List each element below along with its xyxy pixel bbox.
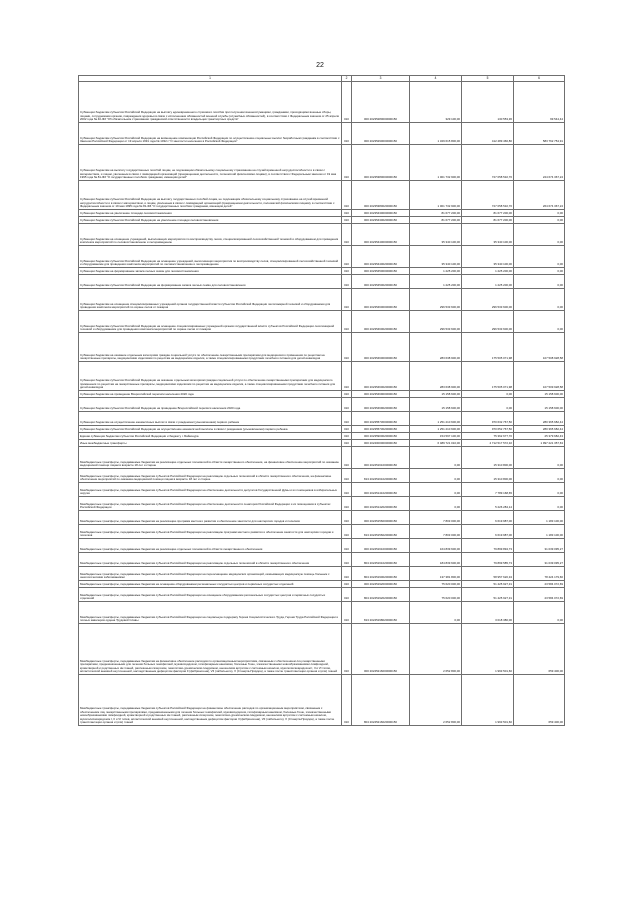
row-kbk-cell: 000 20235450020000150 [352,275,410,289]
row-kbk-cell: 000 20235290000000150 [352,123,410,145]
table-row [79,525,565,539]
row-kbk-cell: 000 20235440020000150 [352,246,410,268]
row-plan-cell: 1 225 200,00 [410,268,462,275]
row-remainder-cell: 1 183 100,00 [514,511,565,525]
row-fact-cell: 79 899 585,73 [462,553,514,567]
row-plan-cell: 0,00 [410,602,462,624]
row-code-cell: 010 [342,588,352,602]
header-cell-2: 2 [342,76,352,82]
row-fact-cell: 296 533 600,00 [462,311,514,333]
row-fact-cell: 15 310 800,00 [462,447,514,469]
row-fact-cell: 35 340 100,00 [462,224,514,246]
row-name-cell: Субвенции бюджетам на проведение Всероссийской переписи населения 2020 года [79,391,342,398]
row-fact-cell: 5 226 284,14 [462,497,514,511]
row-kbk-cell: 000 20245142020000150 [352,497,410,511]
row-kbk-cell: 000 20235430020000150 [352,217,410,224]
row-name-cell: Субвенции бюджетам на формирование запаса лесных семян для лесовосстановления [79,268,342,275]
row-fact-cell: 727 058 532,76 [462,145,514,181]
row-fact-cell: 1 993 501,60 [462,624,514,675]
row-kbk-cell: 000 20235380000000150 [352,145,410,181]
row-fact-cell: 412 489 466,80 [462,123,514,145]
row-code-cell: 010 [342,333,352,362]
row-kbk-cell: 000 20235469020000150 [352,398,410,412]
row-kbk-cell: 813 20245156020000150 [352,525,410,539]
row-remainder-cell: 107 508 928,58 [514,333,565,362]
row-fact-cell: 1 225 200,00 [462,275,514,289]
row-plan-cell: 81 677 200,00 [410,217,462,224]
row-name-cell: Межбюджетные трансферты, передаваемые бюджетам субъектов Российской Федерации на реализацию программ местного развития и обеспечение занятости для шахтерских городов и поселков [79,525,342,539]
row-code-cell: 010 [342,210,352,217]
row-plan-cell: 0,00 [410,469,462,483]
row-plan-cell: 75 620 000,00 [410,588,462,602]
header-cell-4: 4 [410,76,462,82]
row-remainder-cell: 15 158 600,00 [514,398,565,412]
row-kbk-cell: 813 20245198020000150 [352,602,410,624]
table-row [79,391,565,398]
row-remainder-cell: 0,00 [514,483,565,497]
row-kbk-cell: 813 20245161020000150 [352,469,410,483]
row-name-cell: Субвенции бюджетам на оснащение специализированных учреждений органов государственной власти субъектов Российской Федерации лесопожарной техникой и оборудованием для проведения комплекса мероприятий по охране лесов от пожаров [79,289,342,311]
row-kbk-cell: 000 20235900020000150 [352,433,410,440]
row-plan-cell: 1 001 732 900,00 [410,181,462,210]
header-cell-3: 3 [352,76,410,82]
row-remainder-cell: 1 997 221 357,63 [514,440,565,447]
row-plan-cell: 7 803 000,00 [410,511,462,525]
row-fact-cell: 81 677 200,00 [462,217,514,224]
row-fact-cell: 81 677 200,00 [462,210,514,217]
row-kbk-cell: 000 20245156000000150 [352,511,410,525]
row-plan-cell: 81 677 200,00 [410,210,462,217]
row-code-cell: 010 [342,275,352,289]
table-row [79,412,565,426]
row-plan-cell: 184 839 600,00 [410,553,462,567]
row-plan-cell: 1 251 210 600,00 [410,426,462,433]
table-row [79,426,565,433]
row-kbk-cell: 000 20245161000000150 [352,539,410,553]
row-code-cell: 010 [342,581,352,588]
row-remainder-cell: 264 674 367,24 [514,181,565,210]
row-kbk-cell: 000 20235573000000150 [352,412,410,426]
table-row [79,553,565,567]
row-name-cell: Межбюджетные трансферты, передаваемые бюджетам субъектов Российской Федерации на финансовое обеспечение расходов по организационным мероприятиям, связанным с обеспечением лиц лекарственными препаратами, предназначенными для лечения больных гемофилией, муковисцидозом, гипофизарным нанизмом, болезнью Гоше, злокачественными новообразованиями лимфоидной, кроветворной и родственных им тканей, рассеянным склерозом, гемолитико-уремическим синдромом, юношеским артритом с системным началом, мукополисахаридозом I, II и VI типов, апластической анемией неуточненной, наследственным дефицитом факторов II (фибриногена), VII (лабильного), X (Стюарта-Прауэра), а также после трансплантации органов и (или) тканей [79,675,342,726]
row-name-cell: Субвенции бюджетам на осуществление ежемесячных выплат в связи с рождением (усыновлением) первого ребенка [79,412,342,426]
table-row [79,447,565,469]
table-row [79,333,565,362]
table-row [79,289,565,311]
row-fact-cell: 35 340 100,00 [462,246,514,268]
row-plan-cell: 75 620 000,00 [410,581,462,588]
header-cell-5: 5 [462,76,514,82]
row-fact-cell: 51 425 927,31 [462,581,514,588]
row-name-cell: Субвенции бюджетам на выплату государственных пособий лицам, не подлежащим обязательному социальному страхованию на случай временной нетрудоспособности и в связи с материнством, и лицам, уволенным в связи с ликвидацией организаций (прекращением деятельности, полномочий физическими лицами), в соответствии с Федеральным законом от 19 мая 1995 года № 81-ФЗ "О государственных пособиях гражданам, имеющим детей" [79,145,342,181]
row-code-cell: 010 [342,311,352,333]
table-row [79,145,565,181]
row-remainder-cell: 0,00 [514,311,565,333]
row-plan-cell: 137 381 800,00 [410,567,462,581]
row-plan-cell: 1 225 200,00 [410,275,462,289]
row-kbk-cell: 804 20245216020000150 [352,675,410,726]
row-name-cell: Субвенции бюджетам субъектов Российской Федерации на увеличение площади лесовосстановления [79,217,342,224]
row-fact-cell: 970 652 767,50 [462,426,514,433]
row-code-cell: 010 [342,82,352,123]
row-kbk-cell: 000 20245141020000150 [352,483,410,497]
row-kbk-cell: 000 20235460000000150 [352,333,410,362]
row-kbk-cell: 000 20235460020000150 [352,362,410,391]
row-plan-cell: 15 158 600,00 [410,398,462,412]
row-code-cell: 010 [342,433,352,440]
row-kbk-cell: 000 20235450000000150 [352,268,410,275]
row-plan-cell: 0,00 [410,497,462,511]
row-name-cell: Субвенции бюджетам на оказание отдельным категориям граждан социальной услуги по обеспечению лекарственными препаратами для медицинского применения по рецептам на лекарственные препараты, медицинскими изделиями по рецептам на медицинские изделия, а также специализированными продуктами лечебного питания для детей-инвалидов [79,333,342,362]
row-fact-cell: 296 533 600,00 [462,289,514,311]
row-plan-cell: 164 839 600,00 [410,539,462,553]
row-code-cell: 010 [342,539,352,553]
row-plan-cell: 35 340 100,00 [410,246,462,268]
row-name-cell: Межбюджетные трансферты, передаваемые бюджетам субъектов Российской Федерации на обеспечение деятельности депутатов Государственной Думы и их помощников в избирательных округах [79,483,342,497]
row-fact-cell: 6 619 987,00 [462,525,514,539]
row-kbk-cell: 000 20245216000000150 [352,624,410,675]
table-row [79,469,565,483]
row-remainder-cell: 659 400,00 [514,675,565,726]
row-name-cell: Межбюджетные трансферты, передаваемые бюджетам на реализацию отдельных полномочий в области лекарственного обеспечения [79,539,342,553]
table-row [79,82,565,123]
row-fact-cell: 130 553,36 [462,82,514,123]
row-code-cell: 010 [342,289,352,311]
row-name-cell: Межбюджетные трансферты, передаваемые бюджетам субъектов Российской Федерации на реализацию отдельных полномочий в области лекарственного обеспечения [79,553,342,567]
row-code-cell: 010 [342,567,352,581]
row-name-cell: Субвенции бюджетам субъектов Российской Федерации на осуществление ежемесячной выплаты в связи с рождением (усыновлением) первого ребенка [79,426,342,433]
row-remainder-cell: 31 039 095,27 [514,539,565,553]
row-remainder-cell: 659 400,00 [514,624,565,675]
table-row [79,588,565,602]
row-fact-cell: 75 362 677,70 [462,433,514,440]
row-remainder-cell: 99 544,44 [514,82,565,123]
row-name-cell: Субвенции бюджетам субъектов Российской Федерации на оснащение специализированных учреждений органов государственной власти субъектов Российской Федерации лесопожарной техникой и оборудованием для проведения комплекса мероприятий по охране лесов от пожаров [79,311,342,333]
row-name-cell: Субвенции бюджетам на увеличение площади лесовосстановления [79,210,342,217]
row-name-cell: Субвенции бюджетам на оснащение учреждений, выполняющих мероприятия по воспроизводству лесов, специализированной лесохозяйственной техникой и оборудованием для проведения комплекса мероприятий по лесовосстановлению и лесоразведению [79,224,342,246]
table-row [79,246,565,268]
row-code-cell: 010 [342,246,352,268]
table-row [79,224,565,246]
row-remainder-cell: 0,00 [514,268,565,275]
row-code-cell: 010 [342,398,352,412]
row-kbk-cell: 000 20235440000000150 [352,224,410,246]
row-code-cell: 010 [342,145,352,181]
row-code-cell: 010 [342,497,352,511]
row-remainder-cell: 280 365 682,44 [514,426,565,433]
table-row [79,539,565,553]
row-remainder-cell: 0,00 [514,497,565,511]
table-row [79,268,565,275]
row-code-cell: 010 [342,217,352,224]
table-row [79,275,565,289]
row-kbk-cell: 000 20245192000000150 [352,581,410,588]
row-plan-cell: 283 638 900,00 [410,362,462,391]
row-name-cell: Субвенции бюджетам субъектов Российской Федерации на оснащение учреждений, выполняющих мероприятия по воспроизводству лесов, специализированной лесохозяйственной техникой и оборудованием для проведения комплекса мероприятий по лесовосстановлению и лесоразведению [79,246,342,268]
row-plan-cell: 283 638 900,00 [410,333,462,362]
row-name-cell: Межбюджетные трансферты, передаваемые бюджетам на финансовое обеспечение расходов по организационным мероприятиям, связанным с обеспечением лиц лекарственными препаратами, предназначенными для лечения больных гемофилией, муковисцидозом, гипофизарным нанизмом, болезнью Гоше, злокачественными новообразованиями лимфоидной, кроветворной и родственных им тканей, рассеянным склерозом, гемолитико-уремическим синдромом, юношеским артритом с системным началом, мукополисахаридозом I, II и VI типов, апластической анемией неуточненной, наследственным дефицитом факторов II (фибриногена), VII (лабильного), X (Стюарта-Прауэра), а также после трансплантации органов и (или) тканей [79,624,342,675]
row-code-cell: 010 [342,469,352,483]
row-plan-cell: 296 533 600,00 [410,289,462,311]
row-fact-cell: 175 505 071,98 [462,333,514,362]
row-code-cell: 010 [342,123,352,145]
row-kbk-cell: 000 20235460020000150 [352,311,410,333]
row-plan-cell: 2 652 800,00 [410,675,462,726]
table-row [79,497,565,511]
row-fact-cell: 727 058 532,76 [462,181,514,210]
row-code-cell: 010 [342,511,352,525]
row-code-cell: 010 [342,412,352,426]
row-plan-cell: 329 100,00 [410,82,462,123]
table-row [79,362,565,391]
row-plan-cell: 15 158 600,00 [410,391,462,398]
row-plan-cell: 0,00 [410,483,462,497]
row-fact-cell: 0,00 [462,391,514,398]
row-fact-cell: 175 505 071,98 [462,362,514,391]
table-row [79,217,565,224]
row-name-cell: Единая субвенция бюджетам субъектов Российской Федерации и бюджету г. Байконура [79,433,342,440]
row-code-cell: 010 [342,525,352,539]
row-plan-cell: 35 340 100,00 [410,224,462,246]
row-remainder-cell: 78 424 179,66 [514,567,565,581]
row-kbk-cell: 000 20245161000000150 [352,447,410,469]
row-fact-cell: 15 310 800,00 [462,469,514,483]
row-remainder-cell: 280 365 682,44 [514,412,565,426]
row-name-cell: Межбюджетные трансферты, передаваемые бюджетам на реализацию отдельных полномочий в области лекарственного обеспечения, на финансовое обеспечение мероприятий по оказанию медицинской помощи лицам в возрасте 18 лет и старше [79,447,342,469]
row-remainder-cell: 0,00 [514,469,565,483]
row-code-cell: 010 [342,624,352,675]
row-remainder-cell: 15 158 600,00 [514,391,565,398]
row-code-cell: 010 [342,268,352,275]
table-row [79,440,565,447]
row-code-cell: 010 [342,181,352,210]
row-remainder-cell: 0,00 [514,210,565,217]
row-remainder-cell: 0,00 [514,602,565,624]
row-name-cell: Субвенции бюджетам субъектов Российской Федерации на оказание отдельным категориям граждан социальной услуги по обеспечению лекарственными препаратами для медицинского применения по рецептам на лекарственные препараты, медицинскими изделиями по рецептам на медицинские изделия, а также специализированными продуктами лечебного питания для детей-инвалидов [79,362,342,391]
row-plan-cell: 0,00 [410,447,462,469]
row-name-cell: Межбюджетные трансферты, передаваемые бюджетам на оснащение оборудованием региональных сосудистых центров и первичных сосудистых отделений [79,581,342,588]
row-fact-cell: 3 018 380,00 [462,602,514,624]
row-fact-cell: 970 632 767,50 [462,412,514,426]
row-remainder-cell: 107 509 928,58 [514,362,565,391]
row-kbk-cell: 000 20240000000000150 [352,440,410,447]
row-name-cell: Субвенции бюджетам субъектов Российской Федерации на выплату государственных пособий лицам, не подлежащим обязательному социальному страхованию на случай временной нетрудоспособности и в связи с материнством, и лицам, уволенным в связи с ликвидацией организаций (прекращением деятельности, полномочий физическими лицами), в соответствии с Федеральным законом от 19 мая 1995 года № 81-ФЗ "О государственных пособиях гражданам, имеющим детей" [79,181,342,210]
row-fact-cell: 79 899 894,73 [462,539,514,553]
row-kbk-cell: 804 20245190020000150 [352,567,410,581]
row-fact-cell: 4 712 517 572,32 [462,440,514,447]
row-remainder-cell: 224 674 367,24 [514,145,565,181]
row-name-cell: Субвенции бюджетам субъектов Российской Федерации на формирование запаса лесных семян для лесовосстановления [79,275,342,289]
row-name-cell: Субвенции бюджетам субъектов Российской Федерации на возмещение компенсации Российской Федерации по осуществлению социальных выплат безработным гражданам в соответствии с Законом Российской Федерации от 19 апреля 1991 года № 1032-I "О занятости населения в Российской Федерации" [79,123,342,145]
row-kbk-cell: 000 20235430000000150 [352,210,410,217]
row-remainder-cell: 23 584 072,69 [514,581,565,588]
row-fact-cell: 6 619 987,00 [462,511,514,525]
row-code-cell: 010 [342,440,352,447]
table-row [79,483,565,497]
table-row [79,602,565,624]
row-name-cell: Субвенции бюджетам субъектов Российской Федерации на проведение Всероссийской переписи населения 2020 года [79,398,342,412]
page-number: 22 [316,62,324,69]
row-kbk-cell: 804 20245161020000150 [352,553,410,567]
row-kbk-cell: 000 20235460000000150 [352,289,410,311]
row-kbk-cell: 000 20235573020000150 [352,426,410,433]
table-row [79,511,565,525]
table-row [79,181,565,210]
row-plan-cell: 1 329 615 800,00 [410,123,462,145]
header-cell-1: 1 [79,76,342,82]
row-code-cell: 010 [342,675,352,726]
row-kbk-cell: 000 20235280000000150 [352,82,410,123]
table-row [79,675,565,726]
row-plan-cell: 1 001 732 900,00 [410,145,462,181]
table-row [79,123,565,145]
row-code-cell: 010 [342,483,352,497]
row-name-cell: Межбюджетные трансферты, передаваемые бюджетам субъектов Российской Федерации на оснащение оборудованием региональных сосудистых центров и первичных сосудистых отделений [79,588,342,602]
table-row [79,433,565,440]
row-plan-cell: 6 489 721 010,00 [410,440,462,447]
row-remainder-cell: 25 379 682,43 [514,433,565,440]
row-code-cell: 010 [342,391,352,398]
row-name-cell: Межбюджетные трансферты, передаваемые бюджетам субъектов Российской Федерации на обеспечение деятельности сенаторов Российской Федерации и их помощников в субъектах Российской Федерации [79,497,342,511]
row-plan-cell: 154 597 100,00 [410,433,462,440]
row-remainder-cell: 0,00 [514,217,565,224]
row-name-cell: Межбюджетные трансферты, передаваемые бюджетам на реализацию программ местного развития и обеспечение занятости для шахтерских городов и поселков [79,511,342,525]
row-remainder-cell: 583 762 754,91 [514,123,565,145]
row-fact-cell: 7 789 168,65 [462,483,514,497]
row-name-cell: Субвенции бюджетам субъектов Российской Федерации на выплату единовременного страхового пособия при получении военнослужащими, гражданами, проходящими военные сборы, лицами, сотрудниками органов, повреждения здоровья в связи с исполнением обязанностей военной службы (служебных обязанностей), в соответствии с Федеральным законом от 25 апреля 2002 года № 40-ФЗ "Об обязательном страховании гражданской ответственности владельцев транспортных средств" [79,82,342,123]
row-remainder-cell: 0,00 [514,289,565,311]
row-remainder-cell: 1 183 100,00 [514,525,565,539]
row-plan-cell: 2 652 800,00 [410,624,462,675]
row-kbk-cell: 000 20235380020000150 [352,181,410,210]
row-plan-cell: 1 251 210 600,00 [410,412,462,426]
row-fact-cell: 58 957 620,34 [462,567,514,581]
header-cell-6: 6 [514,76,565,82]
table-row [79,567,565,581]
row-code-cell: 010 [342,553,352,567]
row-kbk-cell: 000 20235469000000150 [352,391,410,398]
table-row [79,210,565,217]
row-fact-cell: 1 225 200,00 [462,268,514,275]
table-row [79,311,565,333]
table-row [79,624,565,675]
row-code-cell: 010 [342,426,352,433]
row-remainder-cell: 0,00 [514,447,565,469]
row-name-cell: Иные межбюджетные трансферты [79,440,342,447]
table-row [79,581,565,588]
row-kbk-cell: 804 20245192020000150 [352,588,410,602]
row-remainder-cell: 0,00 [514,224,565,246]
budget-table [78,75,565,726]
row-code-cell: 010 [342,447,352,469]
row-code-cell: 010 [342,602,352,624]
table-body [79,82,565,726]
row-fact-cell: 0,00 [462,398,514,412]
row-name-cell: Межбюджетные трансферты, передаваемые бюджетам субъектов Российской Федерации на переоснащение медицинских организаций, оказывающих медицинскую помощь больным с онкологическими заболеваниями [79,567,342,581]
row-fact-cell: 51 425 927,31 [462,588,514,602]
row-remainder-cell: 31 039 095,27 [514,553,565,567]
row-name-cell: Межбюджетные трансферты, передаваемые бюджетам субъектов Российской Федерации на реализацию отдельных полномочий в области лекарственного обеспечения, на финансовое обеспечение мероприятий по оказанию медицинской помощи лицам в возрасте 18 лет и старше [79,469,342,483]
row-code-cell: 010 [342,224,352,246]
row-remainder-cell: 0,00 [514,246,565,268]
row-fact-cell: 1 993 501,60 [462,675,514,726]
row-code-cell: 010 [342,362,352,391]
row-plan-cell: 296 533 600,00 [410,311,462,333]
row-remainder-cell: 23 584 072,69 [514,588,565,602]
row-name-cell: Межбюджетные трансферты, передаваемые бюджетам субъектов Российской Федерации на социальную поддержку Героев Социалистического Труда, Героев Труда Российской Федерации и полных кавалеров ордена Трудовой Славы [79,602,342,624]
row-plan-cell: 7 803 000,00 [410,525,462,539]
row-remainder-cell: 0,00 [514,275,565,289]
table-row [79,398,565,412]
